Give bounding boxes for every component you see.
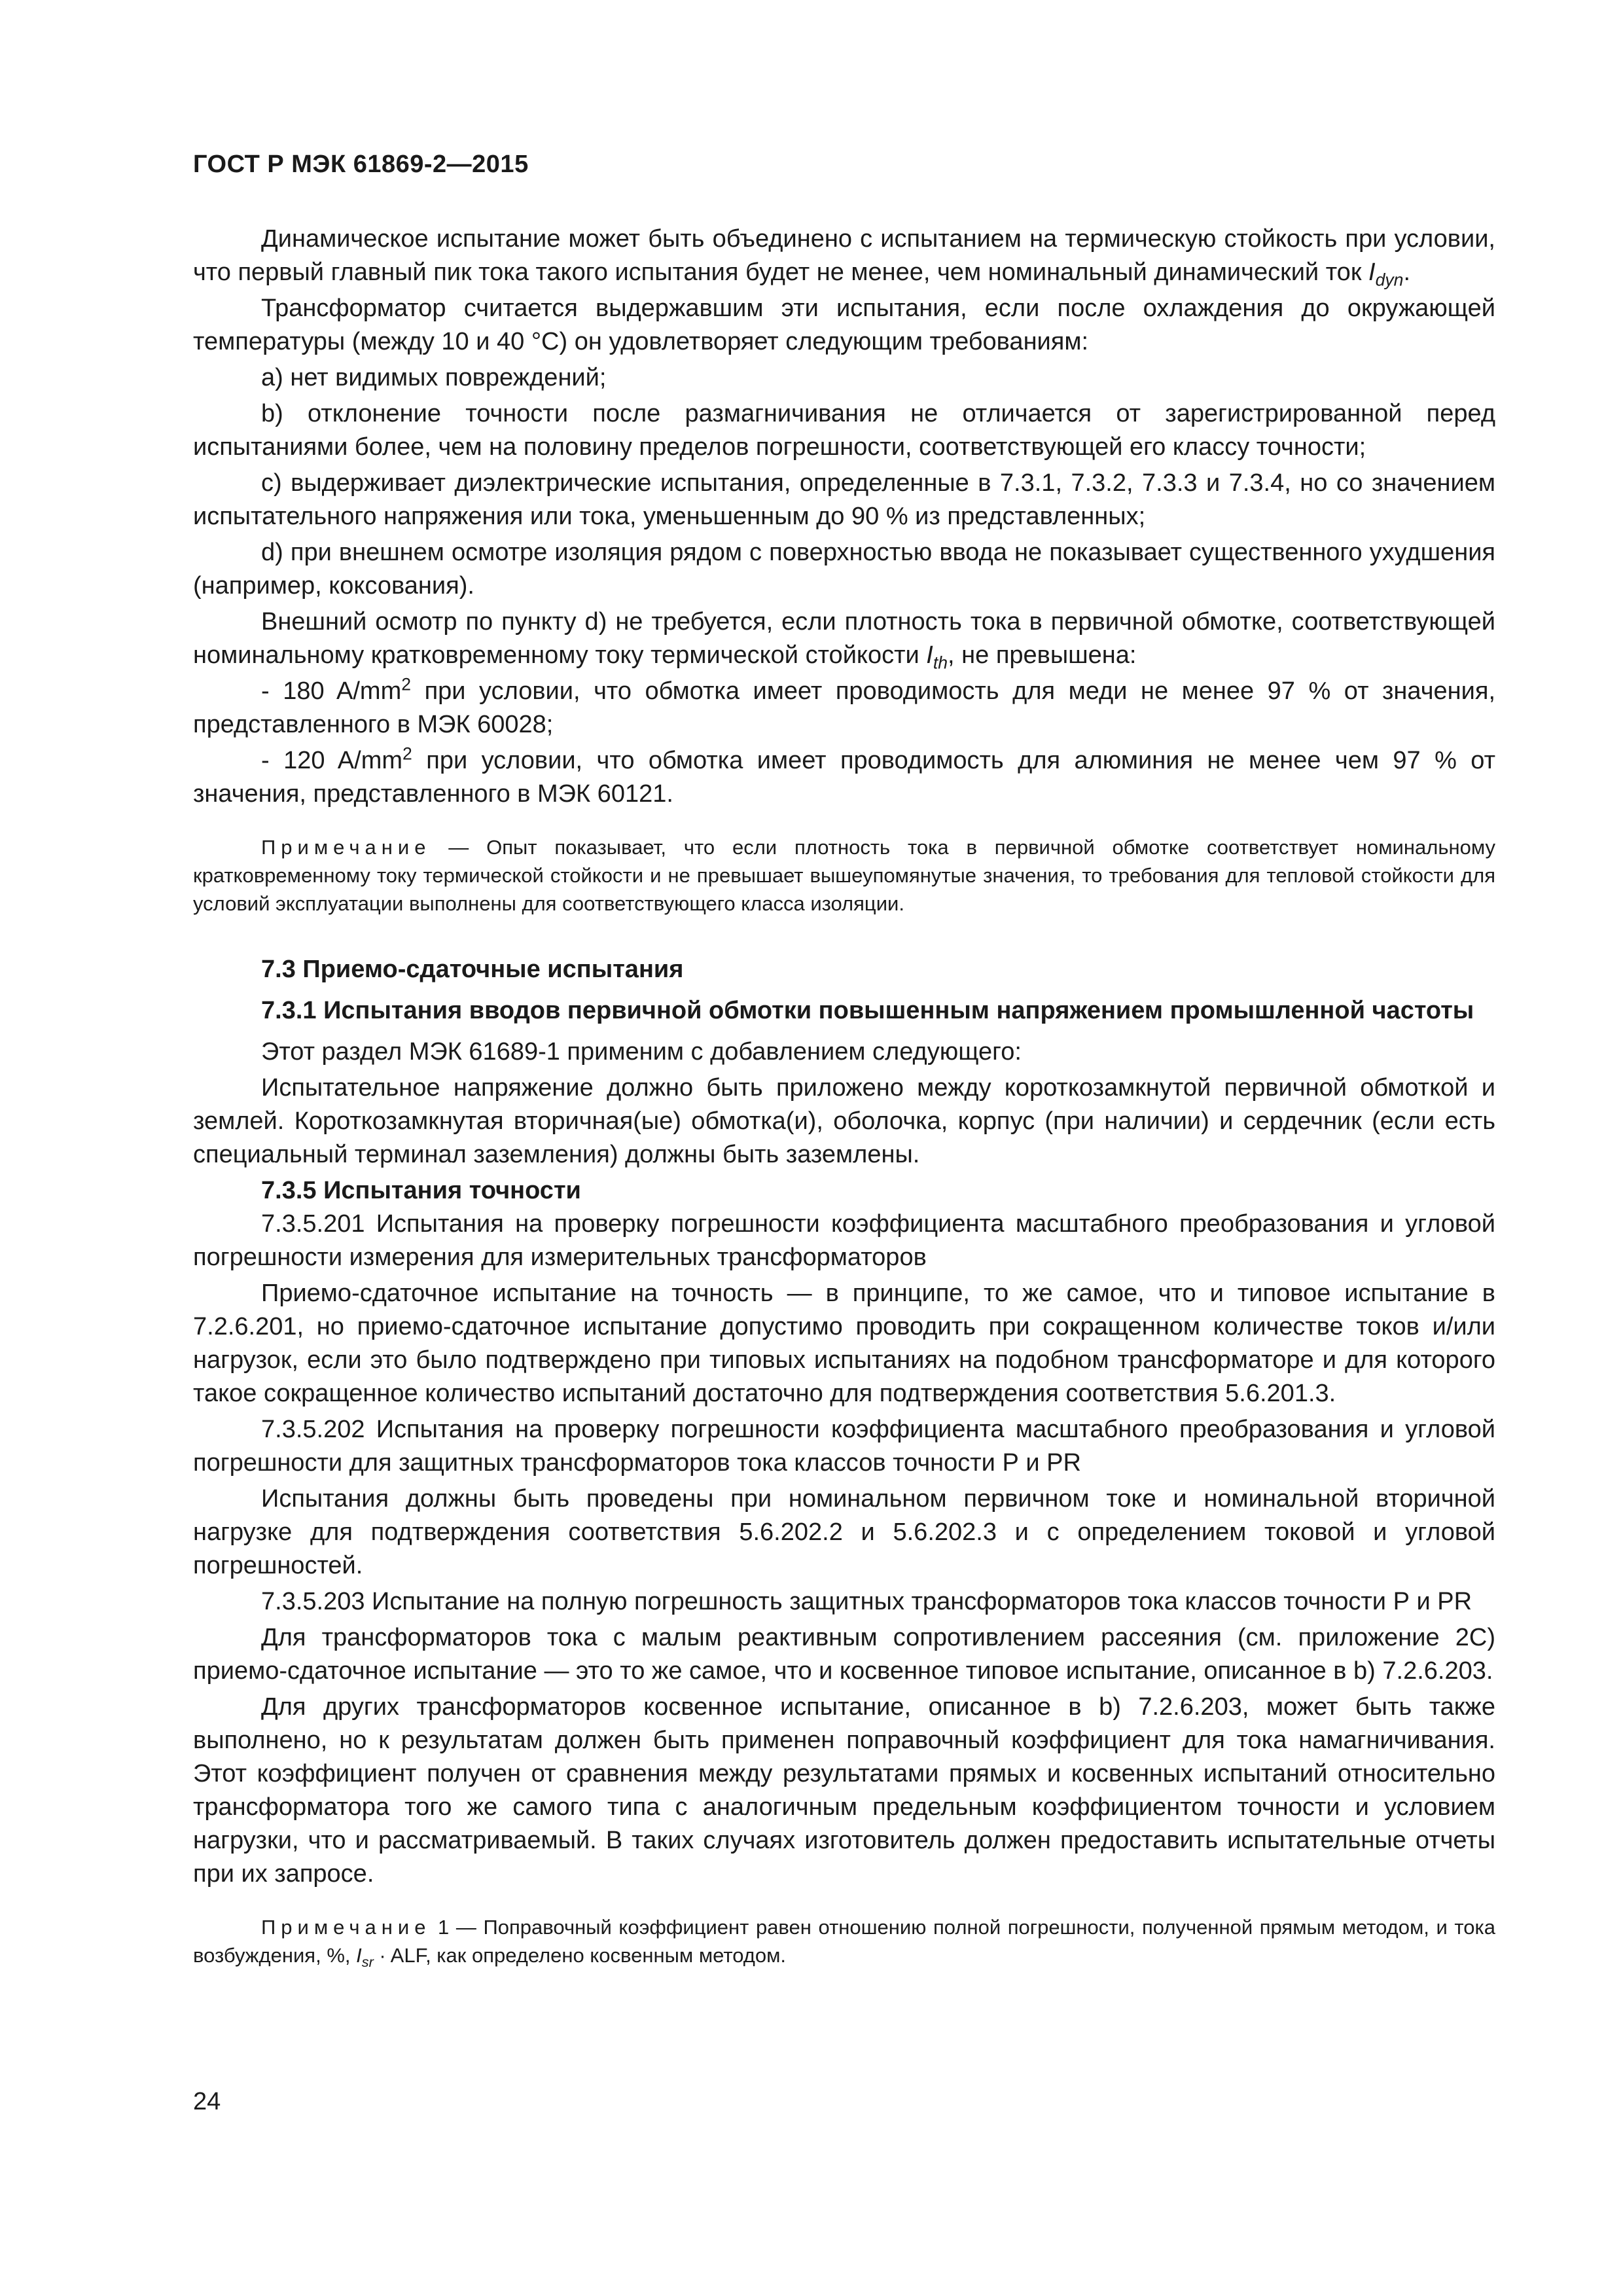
paragraph-test-voltage: Испытательное напряжение должно быть приложено между короткозамкнутой первичной обмоткой и землей. Короткозамкнутая вторичная(ые) обмотка(и), оболочка, корпус (при наличии) и сердечник (если есть специальный терминал заземления) должны быть заземлены. <box>193 1074 1495 1168</box>
dash-item-aluminium: - 120 $A/mm^2$ при условии, что обмотка имеет проводимость для алюминия не менее чем 97 % от значения, представленного в МЭК 60121. <box>193 744 1496 808</box>
paragraph-7-3-5-203: 7.3.5.203 Испытание на полную погрешность защитных трансформаторов тока классов точности Р и PR <box>261 1588 1472 1615</box>
note-thermal: Примечание — Опыт показывает, что если плотность тока в первичной обмотке соответствует номинальному кратковременному току термической стойкости и не превышает вышеупомянутые значения, то требования для тепловой стойкости для условий эксплуатации выполнены для соответствующего класса изоляции. <box>193 836 1495 915</box>
paragraph-visual-inspection: Внешний осмотр по пункту d) не требуется, если плотность тока в первичной обмотке, соответствующей номинальному кратковременному току термической стойкости $I_{th}$, не превышена: <box>193 608 1495 673</box>
subscript-th: th <box>933 653 948 673</box>
page-number: 24 <box>193 2088 221 2115</box>
dash-item-copper: - 180 $A/mm^2$ при условии, что обмотка имеет проводимость для меди не менее 97 % от значения, представленного в МЭК 60028; <box>193 674 1495 738</box>
document-standard-header: ГОСТ Р МЭК 61869-2—2015 <box>193 151 529 178</box>
paragraph-7-3-5-202: 7.3.5.202 Испытания на проверку погрешности коэффициента масштабного преобразования и угловой погрешности для защитных трансформаторов тока классов точности Р и PR <box>193 1416 1495 1477</box>
note-label: Примечание <box>261 836 431 859</box>
note-label: Примечание <box>261 1916 431 1939</box>
list-item-b: b) отклонение точности после размагничивания не отличается от зарегистрированной перед испытаниями более, чем на половину пределов погрешности, соответствующей его классу точности; <box>193 400 1495 461</box>
subscript-dyn: dyn <box>1375 270 1404 290</box>
symbol-i: I <box>926 641 933 669</box>
paragraph-section-applies: Этот раздел МЭК 61689-1 применим с добавлением следующего: <box>261 1038 1022 1066</box>
paragraph-7-3-5-201: 7.3.5.201 Испытания на проверку погрешности коэффициента масштабного преобразования и угловой погрешности измерения для измерительных трансформаторов <box>193 1210 1495 1271</box>
list-item-a: a) нет видимых повреждений; <box>261 364 607 391</box>
list-item-d: d) при внешнем осмотре изоляция рядом с поверхностью ввода не показывает существенного ухудшения (например, коксования). <box>193 539 1495 600</box>
paragraph-dynamic-test: Динамическое испытание может быть объединено с испытанием на термическую стойкость при условии, что первый главный пик тока такого испытания будет не менее, чем номинальный динамический ток $I_{dyn}$. <box>193 225 1495 290</box>
section-heading-7-3: 7.3 Приемо-сдаточные испытания <box>261 956 684 983</box>
document-body <box>193 223 1495 1969</box>
section-heading-7-3-1: 7.3.1 Испытания вводов первичной обмотки повышенным напряжением промышленной частоты <box>261 997 1474 1024</box>
symbol-i: I <box>356 1944 362 1967</box>
list-item-c: c) выдерживает диэлектрические испытания, определенные в 7.3.1, 7.3.2, 7.3.3 и 7.3.4, но со значением испытательного напряжения или тока, уменьшенным до 90 % из представленных; <box>193 469 1495 530</box>
symbol-i: I <box>1368 259 1376 286</box>
paragraph-routine-accuracy: Приемо-сдаточное испытание на точность — в принципе, то же самое, что и типовое испытание в 7.2.6.201, но приемо-сдаточное испытание допустимо проводить при сокращенном количестве токов и/или нагрузок, если это было подтверждено при типовых испытаниях на подобном трансформаторе и для которого такое сокращенное количество испытаний достаточно для подтверждения соответствия 5.6.201.3. <box>193 1280 1495 1407</box>
section-heading-7-3-5: 7.3.5 Испытания точности <box>261 1177 581 1204</box>
note-correction-factor: Примечание 1 — Поправочный коэффициент равен отношению полной погрешности, полученной прямым методом, и тока возбуждения, %, $I_{sr}$ · ALF, как определено косвенным методом. <box>193 1916 1495 1971</box>
paragraph-rated-current-tests: Испытания должны быть проведены при номинальном первичном токе и номинальной вторичной нагрузке для подтверждения соответствия 5.6.202.2 и 5.6.202.3 и с определением токовой и угловой погрешностей. <box>193 1485 1495 1579</box>
paragraph-low-reactance: Для трансформаторов тока с малым реактивным сопротивлением рассеяния (см. приложение 2С) приемо-сдаточное испытание — это то же самое, что и косвенное типовое испытание, описанное в b) 7.2.6.203. <box>193 1624 1495 1685</box>
paragraph-requirements-intro: Трансформатор считается выдержавшим эти испытания, если после охлаждения до окружающей температуры (между 10 и 40 °С) он удовлетворяет следующим требованиям: <box>193 295 1495 355</box>
subscript-sr: sr <box>361 1954 374 1971</box>
paragraph-other-transformers: Для других трансформаторов косвенное испытание, описанное в b) 7.2.6.203, может быть также выполнено, но к результатам должен быть применен поправочный коэффициент для тока намагничивания. Этот коэффициент получен от сравнения между результатами прямых и косвенных испытаний относительно трансформатора того же самого типа с аналогичным предельным коэффициентом точности и условием нагрузки, что и рассматриваемый. В таких случаях изготовитель должен предоставить испытательные отчеты при их запросе. <box>193 1693 1495 1888</box>
